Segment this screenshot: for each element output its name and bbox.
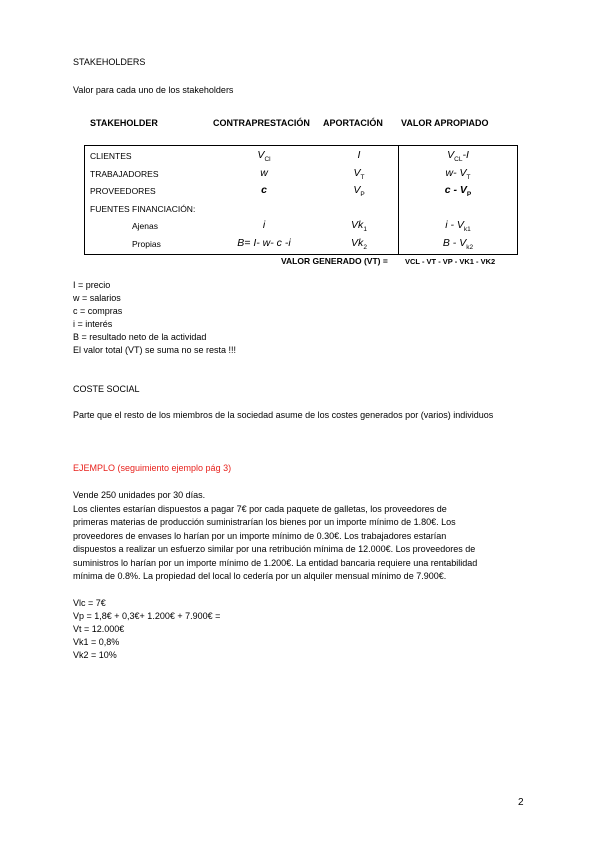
header-contraprestacion: CONTRAPRESTACIÓN — [213, 118, 310, 128]
aport-ajenas: $Vk_1$ — [351, 219, 367, 234]
example-value: Vlc = 7€ — [73, 598, 106, 608]
row-name-proveedores: PROVEEDORES — [90, 186, 156, 196]
legend-item: c = compras — [73, 306, 123, 316]
legend-item: i = interés — [73, 319, 113, 329]
header-valor-apropiado: VALOR APROPIADO — [401, 118, 489, 128]
example-value: Vk1 = 0,8% — [73, 637, 120, 647]
legend-item: I = precio — [73, 280, 111, 290]
example-value: Vp = 1,8€ + 0,3€+ 1.200€ + 7.900€ = — [73, 611, 221, 621]
example-line: dispuestos a realizar un esfuerzo similar por una retribución mínima de 12.000€. Los proveedores de — [73, 544, 476, 554]
aport-trabajadores: $V_T$ — [353, 167, 365, 182]
legend-note: El valor total (VT) se suma no se resta !!! — [73, 345, 237, 355]
contra-clientes: $V_{Cl}$ — [257, 149, 271, 164]
example-line: proveedores de envases lo harían por un importe mínimo de 0.30€. Los trabajadores estarían — [73, 531, 447, 541]
contra-trabajadores: w — [260, 167, 268, 179]
example-value: Vk2 = 10% — [73, 650, 117, 660]
example-line: primeras materias de producción suministrarían los bienes por un importe mínimo de 1.80€. Los — [73, 517, 456, 527]
row-name-trabajadores: TRABAJADORES — [90, 169, 159, 179]
header-aportacion: APORTACIÓN — [323, 118, 383, 128]
contra-propias: B= I- w- c -i — [237, 237, 291, 249]
section-title-coste-social: COSTE SOCIAL — [73, 384, 140, 394]
example-line: Vende 250 unidades por 30 días. — [73, 490, 206, 500]
example-value: Vt = 12.000€ — [73, 624, 125, 634]
aport-proveedores: $V_P$ — [353, 184, 365, 199]
legend-item: B = resultado neto de la actividad — [73, 332, 207, 342]
row-name-fuentes: FUENTES FINANCIACIÓN: — [90, 204, 196, 214]
row-name-clientes: CLIENTES — [90, 151, 132, 161]
page-number: 2 — [518, 797, 524, 808]
section-title-stakeholders: STAKEHOLDERS — [73, 57, 146, 67]
aport-clientes: I — [357, 149, 361, 161]
aport-propias: $Vk_2$ — [351, 237, 367, 252]
example-title: EJEMPLO (seguimiento ejemplo pág 3) — [73, 463, 232, 473]
contra-ajenas: i — [262, 219, 266, 231]
example-line: suministros lo harían por un importe mínimo de 1.200€. La entidad bancaria requiere una rentabilidad — [73, 558, 478, 568]
coste-social-definition: Parte que el resto de los miembros de la sociedad asume de los costes generados por (varios) individuos — [73, 410, 494, 420]
valor-propias: B - $V_{k2}$ — [442, 237, 474, 252]
legend-item: w = salarios — [73, 293, 121, 303]
contra-proveedores: c — [261, 184, 267, 196]
valor-clientes: $V_{CL}-I$ — [447, 149, 469, 164]
valor-trabajadores: w- $V_T$ — [445, 167, 471, 182]
row-name-ajenas: Ajenas — [132, 221, 158, 231]
example-line: Los clientes estarían dispuestos a pagar 7€ por cada paquete de galletas, los proveedores de — [73, 504, 447, 514]
section-intro: Valor para cada uno de los stakeholders — [73, 85, 234, 95]
valor-proveedores: c - $V_P$ — [444, 184, 472, 199]
total-label: VALOR GENERADO (VT) = — [281, 256, 388, 266]
header-stakeholder: STAKEHOLDER — [90, 118, 158, 128]
valor-ajenas: i - $V_{k1}$ — [445, 219, 471, 234]
row-name-propias: Propias — [132, 239, 161, 249]
total-formula: VCL - VT - VP - VK1 - VK2 — [405, 257, 496, 266]
example-line: mínima de 0.8%. La propiedad del local lo cedería por un alquiler mensual mínimo de 7.900€. — [73, 571, 447, 581]
